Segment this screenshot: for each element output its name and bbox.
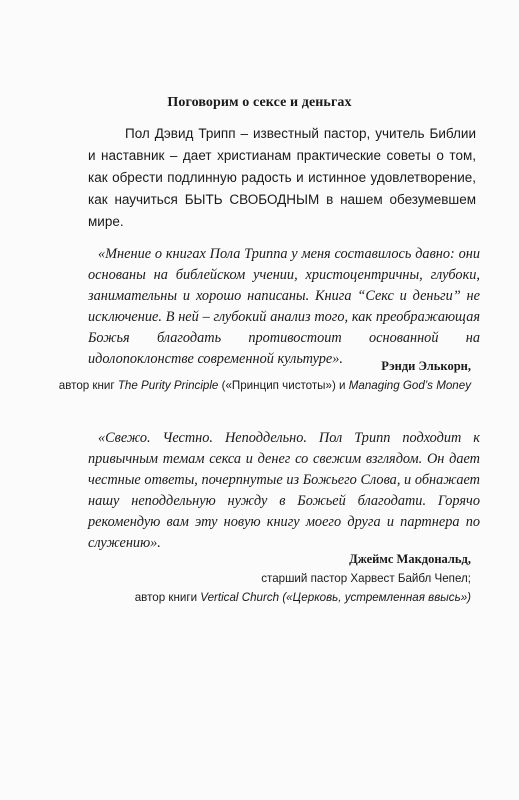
book-title-3: Vertical Church — [200, 591, 280, 604]
credits-prefix: автор книг — [58, 379, 118, 392]
book-title-3-ru: («Церковь, устремленная ввысь») — [279, 591, 471, 604]
credits-conjunction: и — [335, 379, 349, 392]
endorsement-quote-2: «Свежо. Честно. Неподдельно. Пол Трипп подходит к привычным темам секса и денег со свежим взглядом. Он дает честные ответы, почерпнутые из Божьего Слова, и обнажает нашу неподдельную нужду в Божьей благодати. Горячо рекомендую вам эту новую книгу моего друга и партнера по служению». — [88, 430, 480, 551]
endorsement-attribution-2 — [135, 550, 471, 607]
page-title: Поговорим о сексе и деньгах — [167, 95, 352, 110]
author-name-1: Рэнди Элькорн, — [381, 359, 471, 373]
book-title-2: Managing God’s Money — [348, 379, 471, 392]
author-name-2: Джеймс Макдональд, — [349, 552, 471, 566]
endorsement-attribution-1 — [59, 357, 471, 395]
book-title-1: The Purity Principle — [117, 379, 219, 392]
intro-paragraph: Пол Дэвид Трипп – известный пастор, учитель Библии и наставник – дает христианам практические советы о том, как обрести подлинную радость и истинное удовлетворение, как научиться БЫТЬ СВОБОДНЫМ в нашем обезумевшем мире. — [88, 126, 476, 229]
credits-prefix-2: автор книги — [134, 591, 201, 604]
author-credits-2 — [135, 588, 471, 607]
book-title-1-ru: («Принцип чистоты») — [218, 379, 336, 392]
endorsement-quote-1: «Мнение о книгах Пола Триппа у меня составилось давно: они основаны на библейском учении, христоцентричны, глубоки, занимательны и хорошо написаны. Книга “Секс и деньги” не исключение. В ней – глубокий анализ того, как преображающая Божья благодать противостоит основанной на идолопоклонстве современной культуре». — [88, 246, 480, 367]
author-credits-1 — [59, 376, 471, 395]
author-role-2: старший пастор Харвест Байбл Чепел; — [261, 572, 471, 585]
